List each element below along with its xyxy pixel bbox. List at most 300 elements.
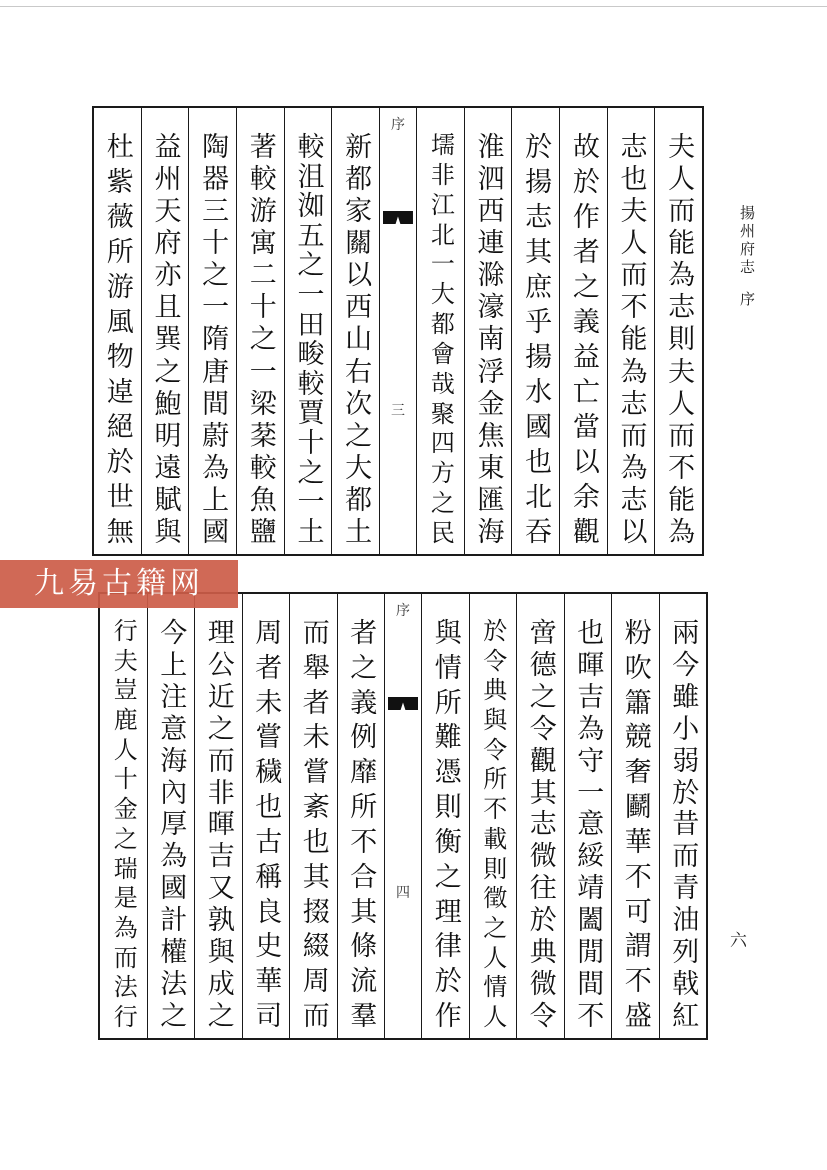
column-glyph: 暉 (572, 649, 604, 677)
column-glyph: 於 (429, 966, 461, 994)
column-glyph: 四 (426, 430, 455, 455)
column-glyph: 人 (478, 944, 507, 969)
column-glyph: 者 (345, 618, 377, 645)
column-glyph: 之 (345, 652, 377, 680)
column-glyph: 能 (663, 484, 695, 512)
column-glyph: 微 (524, 968, 556, 996)
column-glyph: 意 (572, 809, 604, 837)
column-glyph: 以 (340, 260, 372, 288)
column-glyph: 例 (345, 722, 377, 750)
column-glyph: 綴 (297, 931, 329, 959)
fish-tail-mark (388, 697, 418, 710)
column-glyph: 典 (478, 677, 507, 702)
column-glyph: 陶 (197, 132, 229, 159)
text-column (469, 594, 517, 1038)
column-glyph: 與 (149, 516, 181, 544)
column-glyph: 合 (345, 861, 377, 889)
column-glyph: 而 (663, 196, 695, 224)
column-glyph: 北 (426, 221, 455, 246)
column-glyph: 粉 (619, 618, 651, 645)
column-glyph: 寓 (244, 228, 276, 256)
column-glyph: 鮑 (149, 388, 181, 416)
column-glyph: 上 (155, 649, 187, 677)
column-glyph: 令 (478, 647, 507, 672)
column-glyph: 是 (109, 885, 138, 910)
column-glyph: 於 (524, 905, 556, 933)
column-glyph: 盛 (619, 1000, 651, 1028)
column-glyph: 民 (426, 519, 455, 544)
column-glyph: 瑞 (109, 855, 138, 880)
text-column (331, 108, 379, 554)
column-glyph: 淮 (472, 132, 504, 159)
column-glyph: 為 (109, 914, 138, 939)
text-column (236, 108, 284, 554)
fish-tail-mark (383, 211, 413, 224)
column-glyph: 水 (520, 377, 552, 404)
gutter-leaf-number: 四 (396, 885, 410, 901)
column-glyph: 蔚 (197, 420, 229, 448)
column-glyph: 而 (667, 841, 699, 869)
watermark-text: 九易古籍网 (34, 566, 204, 601)
column-glyph: 未 (250, 687, 282, 715)
column-glyph: 之 (340, 420, 372, 448)
column-glyph: 戟 (667, 968, 699, 996)
column-glyph: 風 (101, 307, 133, 334)
column-glyph: 而 (615, 420, 647, 448)
column-glyph: 可 (619, 896, 651, 924)
column-glyph: 之 (292, 250, 324, 278)
column-glyph: 之 (202, 1000, 234, 1028)
column-glyph: 奢 (619, 757, 651, 785)
column-glyph: 夫 (663, 132, 695, 159)
text-column (516, 594, 564, 1038)
column-glyph: 州 (149, 164, 181, 192)
running-head-section: 序 (738, 291, 756, 309)
text-column (607, 108, 655, 554)
column-glyph: 無 (101, 517, 133, 544)
column-glyph: 海 (155, 745, 187, 773)
column-glyph: 作 (429, 1000, 461, 1028)
column-glyph: 觀 (524, 745, 556, 773)
column-glyph: 且 (149, 292, 181, 320)
column-glyph: 其 (524, 777, 556, 805)
column-glyph: 於 (667, 777, 699, 805)
column-glyph: 令 (524, 713, 556, 741)
column-glyph: 作 (567, 202, 599, 229)
column-glyph: 律 (429, 931, 461, 959)
column-glyph: 難 (429, 722, 461, 750)
column-glyph: 公 (202, 649, 234, 677)
column-glyph: 游 (244, 196, 276, 224)
column-glyph: 志 (524, 809, 556, 837)
column-glyph: 一 (572, 777, 604, 805)
column-glyph: 則 (429, 792, 461, 820)
column-glyph: 天 (149, 196, 181, 224)
column-glyph: 畯 (292, 339, 324, 367)
column-glyph: 雖 (667, 681, 699, 709)
column-glyph: 競 (619, 722, 651, 750)
column-glyph: 微 (524, 841, 556, 869)
column-glyph: 世 (101, 482, 133, 509)
text-column (289, 594, 337, 1038)
column-glyph: 江 (426, 191, 455, 216)
column-glyph: 國 (155, 873, 187, 901)
column-glyph: 也 (520, 447, 552, 474)
column-glyph: 其 (345, 896, 377, 924)
column-glyph: 掇 (297, 896, 329, 924)
column-glyph: 乎 (520, 307, 552, 334)
column-glyph: 土 (340, 516, 372, 544)
column-glyph: 令 (478, 736, 507, 761)
text-column (94, 108, 141, 554)
column-glyph: 吉 (572, 681, 604, 709)
column-glyph: 十 (244, 292, 276, 320)
column-glyph: 金 (472, 388, 504, 416)
text-column (654, 108, 702, 554)
column-glyph: 與 (429, 618, 461, 645)
column-glyph: 未 (297, 722, 329, 750)
text-column (559, 108, 607, 554)
column-glyph: 山 (340, 324, 372, 352)
column-glyph: 孰 (202, 905, 234, 933)
column-glyph: 於 (567, 167, 599, 194)
column-glyph: 較 (244, 164, 276, 192)
column-glyph: 家 (340, 196, 372, 224)
column-glyph: 紊 (297, 792, 329, 820)
column-glyph: 權 (155, 937, 187, 965)
column-glyph: 與 (202, 937, 234, 965)
column-glyph: 而 (615, 260, 647, 288)
column-glyph: 舉 (297, 652, 329, 680)
column-glyph: 志 (615, 132, 647, 159)
column-glyph: 油 (667, 905, 699, 933)
column-glyph: 鹽 (244, 516, 276, 544)
column-glyph: 不 (619, 861, 651, 889)
column-glyph: 益 (567, 342, 599, 369)
watermark-banner (0, 560, 238, 608)
column-glyph: 謂 (619, 931, 651, 959)
column-glyph: 為 (663, 516, 695, 544)
column-glyph: 閒 (572, 937, 604, 965)
column-glyph: 十 (197, 228, 229, 256)
column-glyph: 又 (202, 873, 234, 901)
column-glyph: 靖 (572, 873, 604, 901)
column-glyph: 金 (109, 796, 138, 821)
column-glyph: 非 (202, 777, 234, 805)
column-glyph: 為 (663, 260, 695, 288)
column-glyph: 穢 (250, 757, 282, 785)
column-glyph: 與 (478, 707, 507, 732)
column-glyph: 夫 (615, 196, 647, 224)
column-glyph: 者 (297, 687, 329, 715)
column-glyph: 以 (615, 516, 647, 544)
column-glyph: 之 (478, 914, 507, 939)
column-glyph: 不 (345, 826, 377, 854)
column-glyph: 濠 (472, 292, 504, 320)
column-glyph: 闔 (572, 905, 604, 933)
column-glyph: 則 (478, 855, 507, 880)
column-glyph: 十 (292, 428, 324, 456)
column-glyph: 非 (426, 161, 455, 186)
text-column (188, 108, 236, 554)
column-glyph: 而 (297, 1000, 329, 1028)
column-glyph: 令 (524, 1000, 556, 1028)
column-glyph: 著 (244, 132, 276, 159)
column-glyph: 司 (250, 1000, 282, 1028)
column-glyph: 人 (109, 736, 138, 761)
column-glyph: 紫 (101, 167, 133, 194)
column-glyph: 能 (615, 324, 647, 352)
column-glyph: 也 (572, 618, 604, 645)
column-glyph: 物 (101, 342, 133, 369)
column-glyph: 土 (292, 516, 324, 544)
column-glyph: 計 (155, 905, 187, 933)
column-glyph: 載 (478, 825, 507, 850)
column-glyph: 魚 (244, 484, 276, 512)
column-glyph: 故 (567, 132, 599, 159)
column-glyph: 賦 (149, 484, 181, 512)
text-column (194, 594, 242, 1038)
column-glyph: 華 (619, 826, 651, 854)
column-glyph: 聚 (426, 400, 455, 425)
column-glyph: 觀 (567, 517, 599, 544)
text-column (659, 594, 707, 1038)
column-glyph: 泗 (472, 164, 504, 192)
column-glyph: 豈 (109, 677, 138, 702)
column-glyph: 吹 (619, 652, 651, 680)
column-glyph: 於 (478, 618, 507, 642)
column-glyph: 梁 (244, 388, 276, 416)
column-glyph: 周 (250, 618, 282, 645)
column-glyph: 弱 (667, 745, 699, 773)
column-glyph: 而 (297, 618, 329, 645)
column-glyph: 簫 (619, 687, 651, 715)
column-glyph: 往 (524, 873, 556, 901)
column-glyph: 明 (149, 420, 181, 448)
column-glyph: 近 (202, 681, 234, 709)
column-glyph: 也 (250, 792, 282, 820)
column-glyph: 之 (426, 490, 455, 515)
column-glyph: 其 (297, 861, 329, 889)
column-glyph: 理 (202, 618, 234, 645)
column-glyph: 之 (292, 457, 324, 485)
text-column (100, 594, 147, 1038)
column-glyph: 羣 (345, 1000, 377, 1028)
column-glyph: 典 (524, 937, 556, 965)
column-glyph: 不 (572, 1000, 604, 1028)
column-glyph: 方 (426, 460, 455, 485)
text-column (242, 594, 290, 1038)
column-glyph: 大 (426, 281, 455, 306)
column-glyph: 國 (520, 412, 552, 439)
running-head (728, 205, 758, 309)
column-glyph: 今 (155, 618, 187, 645)
column-glyph: 周 (297, 966, 329, 994)
column-glyph: 人 (663, 388, 695, 416)
column-glyph: 絕 (101, 412, 133, 439)
column-glyph: 浮 (472, 356, 504, 384)
column-glyph: 夫 (663, 356, 695, 384)
column-glyph: 鬬 (619, 792, 651, 820)
column-glyph: 嘗 (297, 757, 329, 785)
column-glyph: 較 (244, 452, 276, 480)
column-glyph: 意 (155, 713, 187, 741)
column-glyph: 西 (472, 196, 504, 224)
column-glyph: 一 (426, 251, 455, 276)
column-glyph: 能 (663, 228, 695, 256)
column-glyph: 間 (572, 968, 604, 996)
column-glyph: 關 (340, 228, 372, 256)
gutter-section-label: 序 (396, 603, 410, 619)
column-glyph: 田 (292, 309, 324, 337)
top-rule (0, 6, 827, 7)
column-glyph: 古 (250, 826, 282, 854)
text-column (421, 594, 469, 1038)
column-glyph: 昔 (667, 809, 699, 837)
column-glyph: 流 (345, 966, 377, 994)
column-glyph: 之 (244, 324, 276, 352)
column-glyph: 一 (244, 356, 276, 384)
column-glyph: 志 (663, 292, 695, 320)
text-column (511, 108, 559, 554)
column-glyph: 嘗 (250, 722, 282, 750)
column-glyph: 器 (197, 164, 229, 192)
column-glyph: 府 (149, 228, 181, 256)
column-glyph: 不 (478, 796, 507, 821)
text-column (147, 594, 195, 1038)
column-glyph: 薇 (101, 202, 133, 229)
gutter-section-label: 序 (390, 117, 405, 133)
column-glyph: 所 (345, 792, 377, 820)
column-glyph: 亡 (567, 377, 599, 404)
column-glyph: 情 (429, 652, 461, 680)
column-glyph: 德 (524, 649, 556, 677)
column-glyph: 厚 (155, 809, 187, 837)
column-glyph: 情 (478, 974, 507, 999)
column-glyph: 之 (429, 861, 461, 889)
column-glyph: 內 (155, 777, 187, 805)
column-glyph: 注 (155, 681, 187, 709)
column-glyph: 較 (292, 132, 324, 159)
lower-half-page (98, 592, 708, 1040)
column-glyph: 史 (250, 931, 282, 959)
column-glyph: 衡 (429, 826, 461, 854)
center-gutter (384, 594, 421, 1038)
column-glyph: 啻 (524, 618, 556, 645)
column-glyph: 不 (615, 292, 647, 320)
column-glyph: 吞 (520, 517, 552, 544)
text-column (464, 108, 512, 554)
column-glyph: 徵 (478, 885, 507, 910)
text-column (564, 594, 612, 1038)
upper-half-page (92, 106, 704, 556)
column-glyph: 北 (520, 482, 552, 509)
column-glyph: 益 (149, 132, 181, 159)
column-glyph: 鹿 (109, 707, 138, 732)
column-glyph: 之 (109, 825, 138, 850)
column-glyph: 右 (340, 356, 372, 384)
column-glyph: 隋 (197, 324, 229, 352)
column-glyph: 而 (109, 944, 138, 969)
column-glyph: 則 (663, 324, 695, 352)
column-glyph: 揚 (520, 342, 552, 369)
column-glyph: 守 (572, 745, 604, 773)
column-glyph: 三 (197, 196, 229, 224)
column-glyph: 法 (109, 974, 138, 999)
column-glyph: 連 (472, 228, 504, 256)
column-glyph: 間 (197, 388, 229, 416)
column-glyph: 為 (615, 452, 647, 480)
column-glyph: 以 (567, 447, 599, 474)
column-glyph: 今 (667, 649, 699, 677)
column-glyph: 亦 (149, 260, 181, 288)
column-glyph: 國 (197, 516, 229, 544)
column-glyph: 賈 (292, 398, 324, 426)
page-number: 六 (730, 931, 747, 951)
column-glyph: 沮 (292, 161, 324, 189)
column-glyph: 所 (101, 237, 133, 264)
column-glyph: 所 (478, 766, 507, 791)
column-glyph: 次 (340, 388, 372, 416)
column-glyph: 法 (155, 968, 187, 996)
column-glyph: 二 (244, 260, 276, 288)
column-glyph: 為 (197, 452, 229, 480)
column-glyph: 列 (667, 937, 699, 965)
column-glyph: 唐 (197, 356, 229, 384)
column-glyph: 條 (345, 931, 377, 959)
column-glyph: 巽 (149, 324, 181, 352)
column-glyph: 行 (109, 618, 138, 642)
column-glyph: 青 (667, 873, 699, 901)
column-glyph: 滁 (472, 260, 504, 288)
column-glyph: 志 (615, 388, 647, 416)
column-glyph: 一 (292, 487, 324, 515)
column-glyph: 遠 (149, 452, 181, 480)
column-glyph: 義 (345, 687, 377, 715)
column-glyph: 之 (524, 681, 556, 709)
column-glyph: 志 (615, 484, 647, 512)
column-glyph: 逴 (101, 377, 133, 404)
column-glyph: 之 (567, 272, 599, 299)
column-glyph: 暉 (202, 809, 234, 837)
column-glyph: 良 (250, 896, 282, 924)
column-glyph: 而 (663, 420, 695, 448)
column-glyph: 杜 (101, 132, 133, 159)
column-glyph: 理 (429, 896, 461, 924)
column-glyph: 海 (472, 516, 504, 544)
column-glyph: 匯 (472, 484, 504, 512)
column-glyph: 所 (429, 687, 461, 715)
column-glyph: 當 (567, 412, 599, 439)
column-glyph: 為 (155, 841, 187, 869)
column-glyph: 西 (340, 292, 372, 320)
column-glyph: 人 (615, 228, 647, 256)
column-glyph: 者 (250, 652, 282, 680)
column-glyph: 之 (149, 356, 181, 384)
column-glyph: 小 (667, 713, 699, 741)
column-glyph: 一 (292, 280, 324, 308)
column-glyph: 者 (567, 237, 599, 264)
column-glyph: 都 (340, 484, 372, 512)
column-glyph: 志 (520, 202, 552, 229)
column-glyph: 也 (615, 164, 647, 192)
column-glyph: 南 (472, 324, 504, 352)
column-glyph: 兩 (667, 618, 699, 645)
center-gutter (379, 108, 416, 554)
column-glyph: 棻 (244, 420, 276, 448)
column-glyph: 靡 (345, 757, 377, 785)
column-glyph: 憑 (429, 757, 461, 785)
